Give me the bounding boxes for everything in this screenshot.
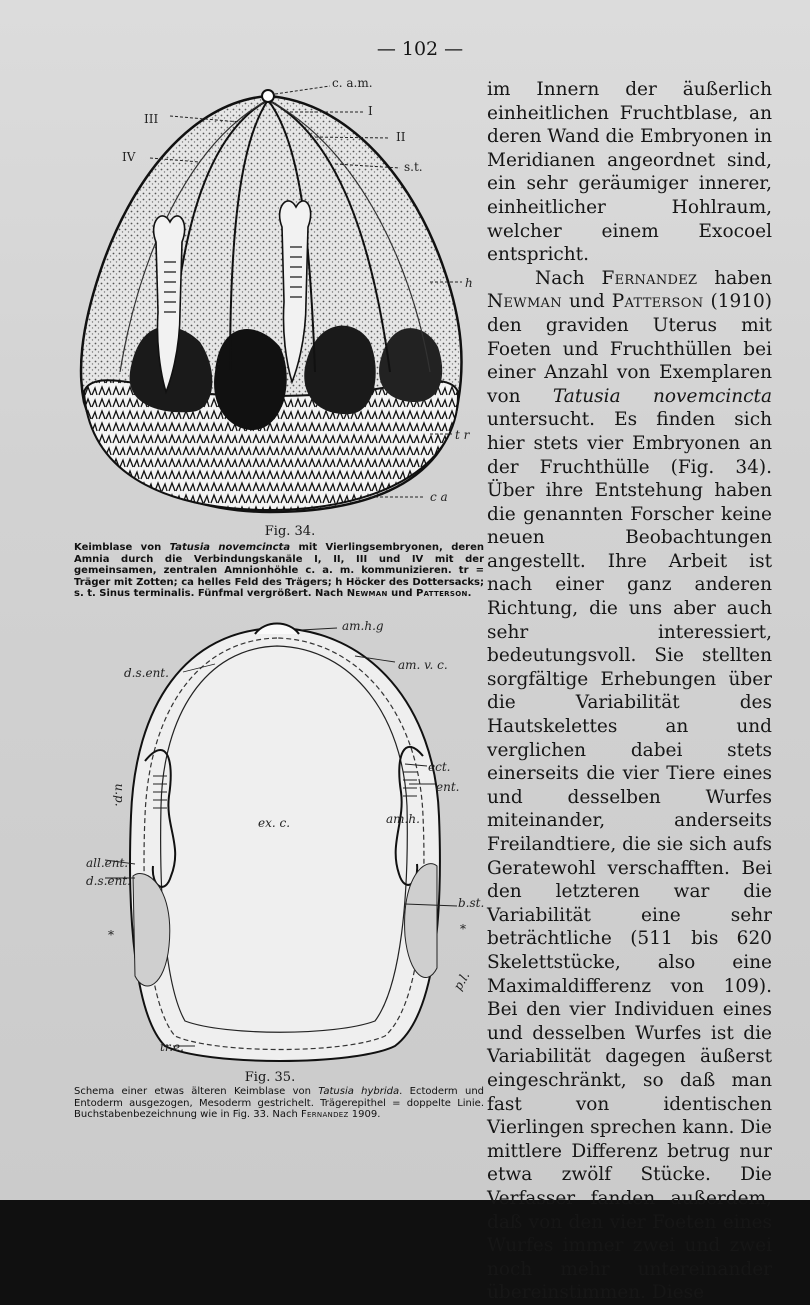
fig35-cap-species: Tatusia hybrida <box>318 1086 400 1097</box>
fig35-label-amh: am.h. <box>386 812 420 826</box>
fig35-label-dsent: d.s.ent. <box>86 874 131 888</box>
figure-34-label: Fig. 34. <box>264 524 316 539</box>
fig35-label-pl: p.l. <box>450 969 473 993</box>
fig35-label-ect: ect. <box>428 760 451 774</box>
p2-text-c: und <box>561 291 612 313</box>
fig34-cap-species: Tatusia novemcincta <box>169 542 291 553</box>
fig35-label-allent: all.ent. <box>86 856 129 870</box>
figure-35-illustration <box>105 616 480 1071</box>
figure-35-label: Fig. 35. <box>244 1070 296 1085</box>
fig34-cap-author1: Newman <box>346 588 388 599</box>
fig34-label-I: I <box>368 104 373 118</box>
p2-text-a: Nach <box>535 267 602 289</box>
fig34-cap-b: mit Vierlingsembryonen, deren Amnia durch die Verbindungskanäle I, II, III und IV mit der gemeinsamen, zentralen Amnionhöhle c. a. m. kommunizieren. tr = Träger mit Zotten; ca helles Feld des Trägers; h Höcker des Dottersacks; s. t. Sinus terminalis. Fünfmal vergrößert. Nach <box>74 542 484 599</box>
fig34-label-IV: IV <box>122 150 136 164</box>
fig34-label-ca: c a <box>430 490 448 504</box>
paragraph-1: im Innern der äußerlich einheitlichen Fruchtblase, an deren Wand die Embryonen in Meridianen angeordnet sind, ein sehr geräumiger innerer, einheitlicher Hohlraum, welcher einem Exocoel entspricht. <box>487 79 772 266</box>
fig35-label-bst: b.st. <box>458 896 485 910</box>
fig35-label-amhg: am.h.g <box>342 619 384 633</box>
fig35-label-exc: ex. c. <box>258 816 291 830</box>
figure-34-illustration <box>70 72 490 522</box>
figure-35-caption <box>74 1086 484 1121</box>
fig35-cap-c: 1909. <box>348 1109 381 1120</box>
p2-text-d: (1910) den graviden Uterus mit Foeten und Fruchthüllen bei einer Anzahl von Exemplaren von <box>487 291 772 407</box>
fig34-label-III: III <box>144 112 159 126</box>
fig34-label-tr: t r <box>455 428 470 442</box>
fig34-cap-d: . <box>467 588 472 599</box>
fig34-cap-a: Keimblase von <box>74 542 170 553</box>
fig34-label-h: h <box>465 276 473 290</box>
fig34-cap-c: und <box>387 588 416 599</box>
fig35-cap-a: Schema einer etwas älteren Keimblase von <box>74 1086 319 1097</box>
fig35-label-tre: tr.e. <box>160 1040 184 1054</box>
fig35-star-left: * <box>108 928 114 942</box>
fig34-label-II: II <box>396 130 406 144</box>
fig35-star-right: * <box>460 922 466 936</box>
p2-species: Tatusia novemcincta <box>552 385 772 407</box>
paragraph-2 <box>487 267 772 1305</box>
p2-text-e: untersucht. Es finden sich hier stets vier Embryonen an der Fruchthülle (Fig. 34). Über ihre Entstehung haben die genannten Forscher keine neuen Beobachtungen angestellt. Ihre Arbeit ist nach einer ganz anderen Richtung, die uns aber auch sehr interessiert, bedeutungsvoll. Sie stellten sorgfältige Erhebungen über die Variabilität des Hautskelettes an und verglichen dabei stets einerseits die vier Tiere eines und desselben Wurfes miteinander, anderseits Freilandtiere, die sie sich aufs Geratewohl verschafften. Bei den letzteren war die Variabilität eine sehr beträchtliche (511 bis 620 Skelettstücke, also eine Maximaldifferenz von 109). Bei den vier Individuen eines und desselben Wurfes ist die Variabilität dagegen äußerst eingeschränkt, so daß man fast von identischen Vierlingen sprechen kann. Die mittlere Differenz betrug nur etwa zwölf Stücke. Die Verfasser fanden außerdem, daß von den vier Foeten eines Wurfes immer zwei und zwei noch mehr untereinander übereinstimmen. Diese <box>487 409 772 1304</box>
figure-34-caption <box>74 542 484 600</box>
p2-author-patterson: Patterson <box>611 291 704 313</box>
fig34-label-cam: c. a.m. <box>332 76 373 90</box>
p2-text-b: haben <box>697 267 772 289</box>
p2-author-fernandez: Fernandez <box>601 267 698 289</box>
fig35-cap-author: Fernandez <box>300 1109 349 1120</box>
fig35-label-up: u.p. <box>112 783 127 807</box>
fig35-cap-b: . Ectoderm und Entoderm ausgezogen, Mesoderm gestrichelt. Trägerepithel = doppelte Linie. Buchstabenbezeichnung wie in Fig. 33. Nach <box>74 1086 484 1120</box>
fig34-label-st: s.t. <box>404 160 423 174</box>
fig35-label-amvc: am. v. c. <box>398 658 448 672</box>
page-number: — 102 — <box>376 38 464 60</box>
fig35-label-ent: ent. <box>436 780 460 794</box>
p2-author-newman: Newman <box>487 291 562 313</box>
fig35-label-dsent-top: d.s.ent. <box>124 666 169 680</box>
text-column <box>487 78 772 1305</box>
fig34-cap-author2: Patterson <box>415 588 468 599</box>
